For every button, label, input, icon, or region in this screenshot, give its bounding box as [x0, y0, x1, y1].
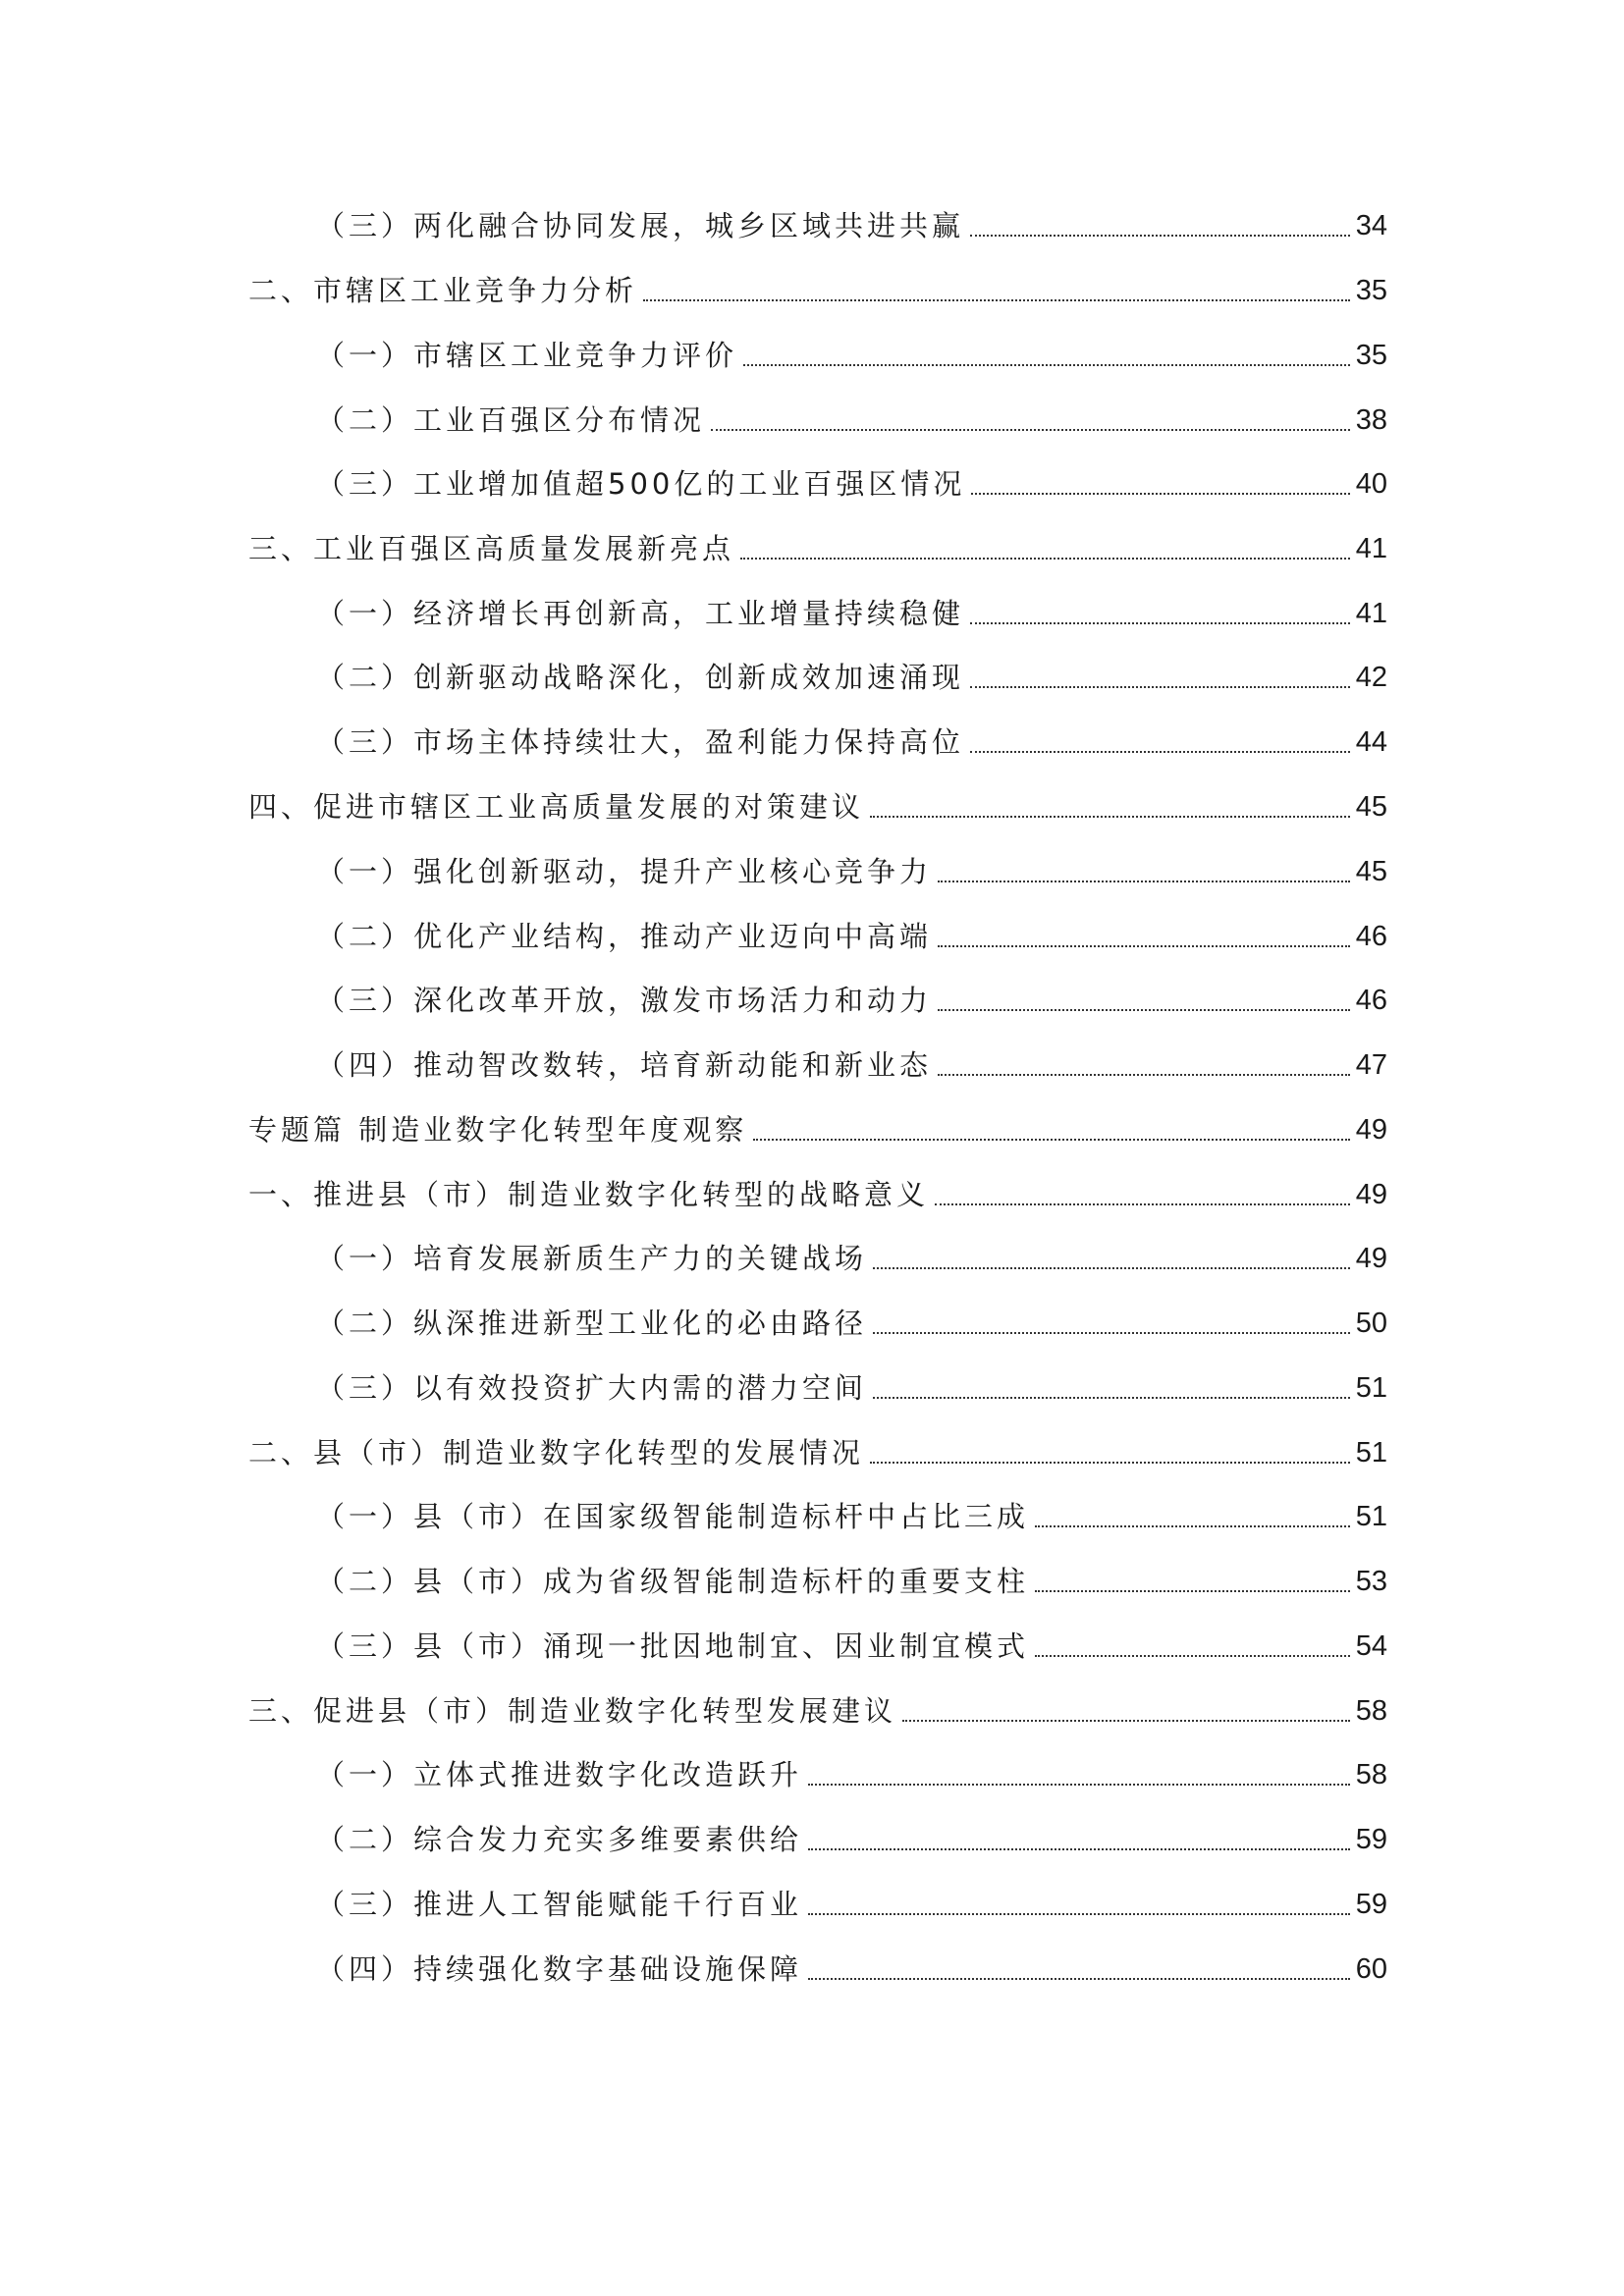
toc-dot-leader — [643, 299, 1350, 301]
toc-entry-page: 46 — [1355, 921, 1387, 952]
toc-entry[interactable] — [316, 586, 1387, 633]
toc-entry[interactable] — [316, 1296, 1387, 1343]
toc-dot-leader — [938, 1074, 1350, 1076]
toc-entry-page: 59 — [1355, 1889, 1387, 1920]
toc-dot-leader — [873, 1397, 1350, 1399]
toc-dot-leader — [938, 881, 1350, 882]
toc-entry-page: 40 — [1355, 468, 1387, 500]
toc-entry[interactable] — [248, 1425, 1387, 1472]
toc-entry[interactable] — [316, 456, 1387, 504]
toc-entry-title: 专题篇 制造业数字化转型年度观察 — [248, 1113, 748, 1147]
toc-entry[interactable] — [248, 1683, 1387, 1731]
toc-entry-page: 51 — [1355, 1372, 1387, 1404]
toc-dot-leader — [873, 1267, 1350, 1269]
toc-entry-page: 45 — [1355, 791, 1387, 823]
toc-dot-leader — [970, 751, 1350, 753]
toc-entry-title: 二、县（市）制造业数字化转型的发展情况 — [248, 1436, 865, 1469]
toc-entry-page: 49 — [1355, 1114, 1387, 1146]
toc-dot-leader — [970, 686, 1350, 688]
toc-dot-leader — [970, 235, 1350, 237]
toc-dot-leader — [1035, 1590, 1350, 1592]
toc-entry-page: 49 — [1355, 1179, 1387, 1210]
toc-entry-title: （三）两化融合协同发展，城乡区域共进共赢 — [316, 209, 965, 242]
toc-entry[interactable] — [316, 1361, 1387, 1408]
toc-entry-title: 一、推进县（市）制造业数字化转型的战略意义 — [248, 1178, 930, 1211]
toc-entry-title: （三）深化改革开放，激发市场活力和动力 — [316, 984, 933, 1017]
toc-entry-page: 34 — [1355, 210, 1387, 241]
toc-dot-leader — [935, 1203, 1350, 1205]
toc-dot-leader — [808, 1848, 1350, 1850]
toc-dot-leader — [971, 493, 1349, 495]
toc-entry[interactable] — [316, 1231, 1387, 1278]
toc-dot-leader — [1035, 1525, 1350, 1527]
toc-entry-title: （一）强化创新驱动，提升产业核心竞争力 — [316, 855, 933, 888]
toc-entry[interactable] — [248, 521, 1387, 568]
toc-dot-leader — [902, 1720, 1350, 1722]
toc-entry-page: 58 — [1355, 1695, 1387, 1727]
toc-entry[interactable] — [248, 1102, 1387, 1149]
toc-entry[interactable] — [316, 328, 1387, 375]
toc-entry-page: 49 — [1355, 1243, 1387, 1274]
toc-dot-leader — [740, 558, 1350, 560]
toc-entry[interactable] — [316, 1747, 1387, 1794]
toc-entry-page: 45 — [1355, 856, 1387, 887]
toc-dot-leader — [938, 945, 1350, 947]
toc-entry-title: （一）培育发展新质生产力的关键战场 — [316, 1242, 868, 1275]
toc-entry-title: 三、促进县（市）制造业数字化转型发展建议 — [248, 1694, 897, 1728]
toc-dot-leader — [870, 1462, 1350, 1464]
toc-entry-page: 38 — [1355, 404, 1387, 436]
toc-entry[interactable] — [316, 844, 1387, 891]
toc-entry-page: 47 — [1355, 1049, 1387, 1081]
toc-entry-page: 35 — [1355, 275, 1387, 306]
toc-entry-title: 四、促进市辖区工业高质量发展的对策建议 — [248, 790, 865, 824]
toc-entry-title: （三）以有效投资扩大内需的潜力空间 — [316, 1371, 868, 1405]
toc-entry[interactable] — [316, 1489, 1387, 1536]
toc-entry[interactable] — [316, 393, 1387, 440]
toc-entry-title: （三）推进人工智能赋能千行百业 — [316, 1888, 803, 1921]
toc-entry[interactable] — [248, 263, 1387, 310]
toc-entry[interactable] — [316, 1554, 1387, 1601]
toc-entry-page: 44 — [1355, 726, 1387, 758]
toc-entry[interactable] — [316, 650, 1387, 697]
toc-entry-page: 42 — [1355, 662, 1387, 693]
toc-entry[interactable] — [316, 909, 1387, 956]
toc-entry-page: 41 — [1355, 598, 1387, 629]
toc-entry-page: 60 — [1355, 1953, 1387, 1985]
toc-entry-title: （一）市辖区工业竞争力评价 — [316, 339, 738, 372]
toc-entry[interactable] — [248, 779, 1387, 827]
toc-entry-title: 三、工业百强区高质量发展新亮点 — [248, 532, 735, 565]
toc-entry-page: 46 — [1355, 985, 1387, 1016]
toc-entry-title: （二）综合发力充实多维要素供给 — [316, 1823, 803, 1856]
toc-entry-title: （四）推动智改数转，培育新动能和新业态 — [316, 1048, 933, 1082]
toc-entry-title: （一）县（市）在国家级智能制造标杆中占比三成 — [316, 1500, 1030, 1533]
toc-entry-title: （二）县（市）成为省级智能制造标杆的重要支柱 — [316, 1565, 1030, 1598]
toc-dot-leader — [938, 1009, 1350, 1011]
toc-entry[interactable] — [316, 1877, 1387, 1924]
toc-entry-title: （一）经济增长再创新高，工业增量持续稳健 — [316, 597, 965, 630]
toc-entry-title: 二、市辖区工业竞争力分析 — [248, 274, 638, 307]
toc-dot-leader — [873, 1332, 1350, 1334]
toc-entry-page: 51 — [1355, 1501, 1387, 1532]
toc-entry-page: 53 — [1355, 1566, 1387, 1597]
toc-entry-title: （四）持续强化数字基础设施保障 — [316, 1952, 803, 1986]
toc-dot-leader — [753, 1139, 1350, 1141]
toc-entry-title: （二）优化产业结构，推动产业迈向中高端 — [316, 920, 933, 953]
toc-entry[interactable] — [316, 1038, 1387, 1085]
toc-dot-leader — [743, 364, 1350, 366]
toc-entry[interactable] — [316, 1812, 1387, 1859]
toc-entry-title: （一）立体式推进数字化改造跃升 — [316, 1758, 803, 1791]
toc-entry[interactable] — [316, 198, 1387, 245]
toc-entry-page: 54 — [1355, 1630, 1387, 1662]
toc-entry[interactable] — [316, 1942, 1387, 1989]
toc-dot-leader — [808, 1913, 1350, 1915]
toc-entry-title: （二）工业百强区分布情况 — [316, 403, 706, 437]
toc-dot-leader — [970, 622, 1350, 624]
toc-entry-page: 41 — [1355, 533, 1387, 564]
toc-entry-title: （三）工业增加值超500亿的工业百强区情况 — [316, 467, 966, 501]
toc-entry-page: 59 — [1355, 1824, 1387, 1855]
toc-entry-title: （二）创新驱动战略深化，创新成效加速涌现 — [316, 661, 965, 694]
toc-entry-page: 58 — [1355, 1759, 1387, 1790]
toc-dot-leader — [1035, 1655, 1350, 1657]
toc-entry-title: （二）纵深推进新型工业化的必由路径 — [316, 1307, 868, 1340]
toc-entry-page: 35 — [1355, 340, 1387, 371]
toc-dot-leader — [808, 1784, 1350, 1786]
toc-entry[interactable] — [316, 715, 1387, 762]
toc-entry[interactable] — [316, 1619, 1387, 1666]
toc-entry-title: （三）县（市）涌现一批因地制宜、因业制宜模式 — [316, 1629, 1030, 1663]
toc-entry-page: 51 — [1355, 1437, 1387, 1468]
toc-entry[interactable] — [316, 973, 1387, 1020]
toc-entry-page: 50 — [1355, 1308, 1387, 1339]
toc-entry[interactable] — [248, 1167, 1387, 1214]
toc-entry-title: （三）市场主体持续壮大，盈利能力保持高位 — [316, 725, 965, 759]
toc-dot-leader — [808, 1978, 1350, 1980]
toc-dot-leader — [870, 816, 1350, 818]
toc-dot-leader — [711, 429, 1350, 431]
